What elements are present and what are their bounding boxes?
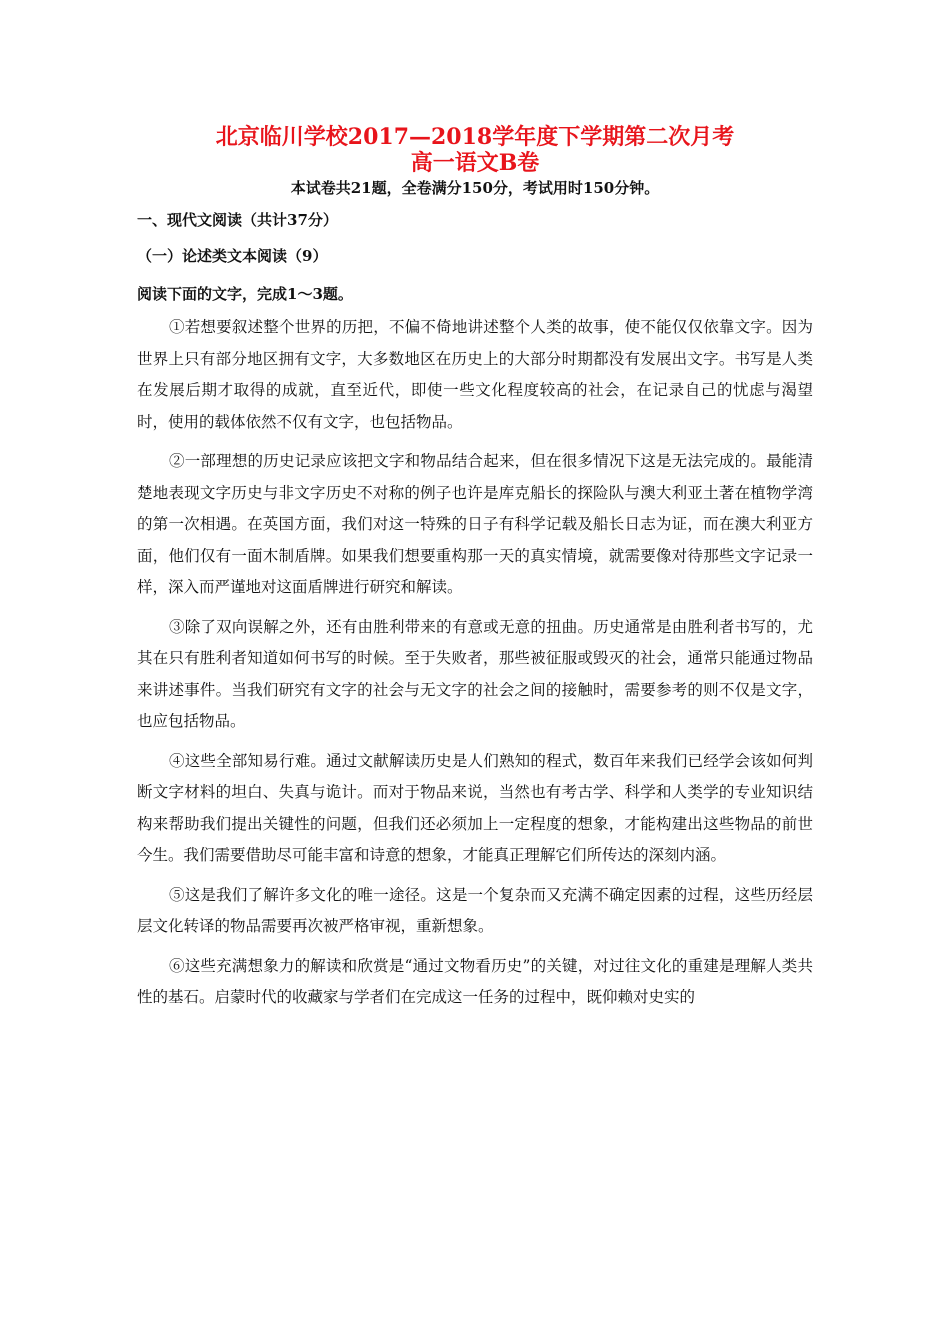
passage-paragraph-2: ②一部理想的历史记录应该把文字和物品结合起来，但在很多情况下这是无法完成的。最能清楚地表现文字历史与非文字历史不对称的例子也许是库克船长的探险队与澳大利亚土著在植物学湾的第一次相遇。在英国方面，我们对这一特殊的日子有科学记载及船长日志为证，而在澳大利亚方面，他们仅有一面木制盾牌。如果我们想要重构那一天的真实情境，就需要像对待那些文字记录一样，深入而严谨地对这面盾牌进行研究和解读。	[137, 452, 813, 596]
passage-paragraph-4: ④这些全部知易行难。通过文献解读历史是人们熟知的程式，数百年来我们已经学会该如何判断文字材料的坦白、失真与诡计。而对于物品来说，当然也有考古学、科学和人类学的专业知识结构来帮助我们提出关键性的问题，但我们还必须加上一定程度的想象，才能构建出这些物品的前世今生。我们需要借助尽可能丰富和诗意的想象，才能真正理解它们所传达的深刻内涵。	[137, 751, 813, 864]
exam-title: 北京临川学校2017—2018学年度下学期第二次月考	[215, 124, 735, 150]
exam-info: 本试卷共21题，全卷满分150分，考试用时150分钟。	[290, 179, 660, 197]
subsection-heading: （一）论述类文本阅读（9）	[137, 247, 328, 265]
passage-paragraph-6: ⑥这些充满想象力的解读和欣赏是“通过文物看历史”的关键，对过往文化的重建是理解人类共性的基石。启蒙时代的收藏家与学者们在完成这一任务的过程中，既仰赖对史实的	[137, 956, 813, 1006]
reading-passage	[137, 312, 813, 1022]
passage-paragraph-3: ③除了双向误解之外，还有由胜利带来的有意或无意的扭曲。历史通常是由胜利者书写的，尤其在只有胜利者知道如何书写的时候。至于失败者，那些被征服或毁灭的社会，通常只能通过物品来讲述事件。当我们研究有文字的社会与无文字的社会之间的接触时，需要参考的则不仅是文字，也应包括物品。	[137, 617, 813, 730]
exam-subtitle: 高一语文B卷	[410, 150, 540, 176]
section-heading: 一、现代文阅读（共计37分）	[137, 211, 338, 229]
passage-paragraph-1: ①若想要叙述整个世界的历把，不偏不倚地讲述整个人类的故事，使不能仅仅依靠文字。因为世界上只有部分地区拥有文字，大多数地区在历史上的大部分时期都没有发展出文字。书写是人类在发展后期才取得的成就，直至近代，即使一些文化程度较高的社会，在记录自己的忧虑与渴望时，使用的载体依然不仅有文字，也包括物品。	[137, 318, 813, 431]
reading-instruction: 阅读下面的文字，完成1～3题。	[137, 285, 353, 303]
passage-paragraph-5: ⑤这是我们了解许多文化的唯一途径。这是一个复杂而又充满不确定因素的过程，这些历经层层文化转译的物品需要再次被严格审视，重新想象。	[137, 885, 813, 935]
